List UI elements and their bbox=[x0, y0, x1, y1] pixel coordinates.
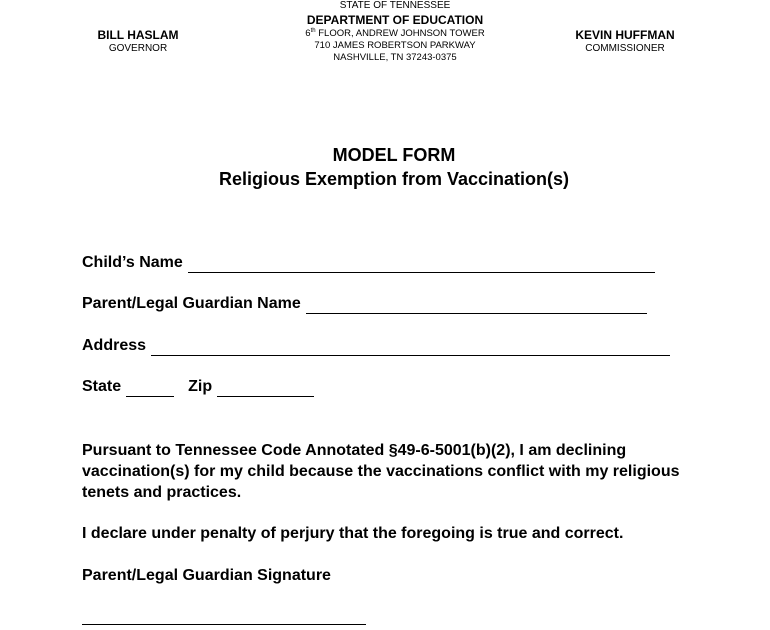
parent-name-field[interactable] bbox=[306, 297, 647, 314]
address-line-floor bbox=[255, 28, 535, 40]
address-line-street: 710 JAMES ROBERTSON PARKWAY bbox=[314, 40, 476, 51]
state-zip-row bbox=[82, 377, 314, 397]
child-name-field[interactable] bbox=[188, 256, 655, 273]
letterhead-department bbox=[255, 0, 535, 64]
child-name-row bbox=[82, 253, 655, 273]
zip-label: Zip bbox=[188, 378, 213, 395]
commissioner-name: KEVIN HUFFMAN bbox=[575, 28, 675, 42]
state-label: State bbox=[82, 378, 122, 395]
floor-rest: FLOOR, ANDREW JOHNSON TOWER bbox=[315, 28, 485, 39]
floor-ordinal: th bbox=[310, 27, 316, 34]
state-field[interactable] bbox=[126, 380, 174, 397]
exemption-statement: Pursuant to Tennessee Code Annotated §49-6-5001(b)(2), I am declining vaccination(s) for my child because the vaccinations conflict with my religious tenets and practices. bbox=[82, 442, 680, 501]
letterhead-governor bbox=[80, 28, 196, 55]
form-title-block bbox=[0, 143, 770, 191]
signature-field[interactable] bbox=[82, 624, 366, 625]
governor-title: GOVERNOR bbox=[108, 43, 168, 54]
form-subtitle: Religious Exemption from Vaccination(s) bbox=[218, 169, 570, 189]
department-heading: DEPARTMENT OF EDUCATION bbox=[306, 13, 484, 27]
letterhead-commissioner bbox=[560, 28, 690, 55]
state-heading: STATE OF TENNESSEE bbox=[339, 0, 451, 11]
floor-number: 6 bbox=[305, 28, 311, 39]
address-field[interactable] bbox=[151, 339, 670, 356]
commissioner-title: COMMISSIONER bbox=[585, 43, 665, 54]
zip-field[interactable] bbox=[217, 380, 314, 397]
signature-label: Parent/Legal Guardian Signature bbox=[82, 567, 331, 584]
perjury-declaration: I declare under penalty of perjury that the foregoing is true and correct. bbox=[82, 525, 624, 542]
parent-name-label: Parent/Legal Guardian Name bbox=[82, 295, 301, 312]
governor-name: BILL HASLAM bbox=[97, 28, 179, 42]
address-label: Address bbox=[82, 337, 147, 354]
parent-name-row bbox=[82, 294, 647, 314]
address-line-city: NASHVILLE, TN 37243-0375 bbox=[333, 52, 457, 63]
child-name-label: Child’s Name bbox=[82, 254, 183, 271]
form-title: MODEL FORM bbox=[332, 145, 456, 165]
address-row bbox=[82, 336, 670, 356]
